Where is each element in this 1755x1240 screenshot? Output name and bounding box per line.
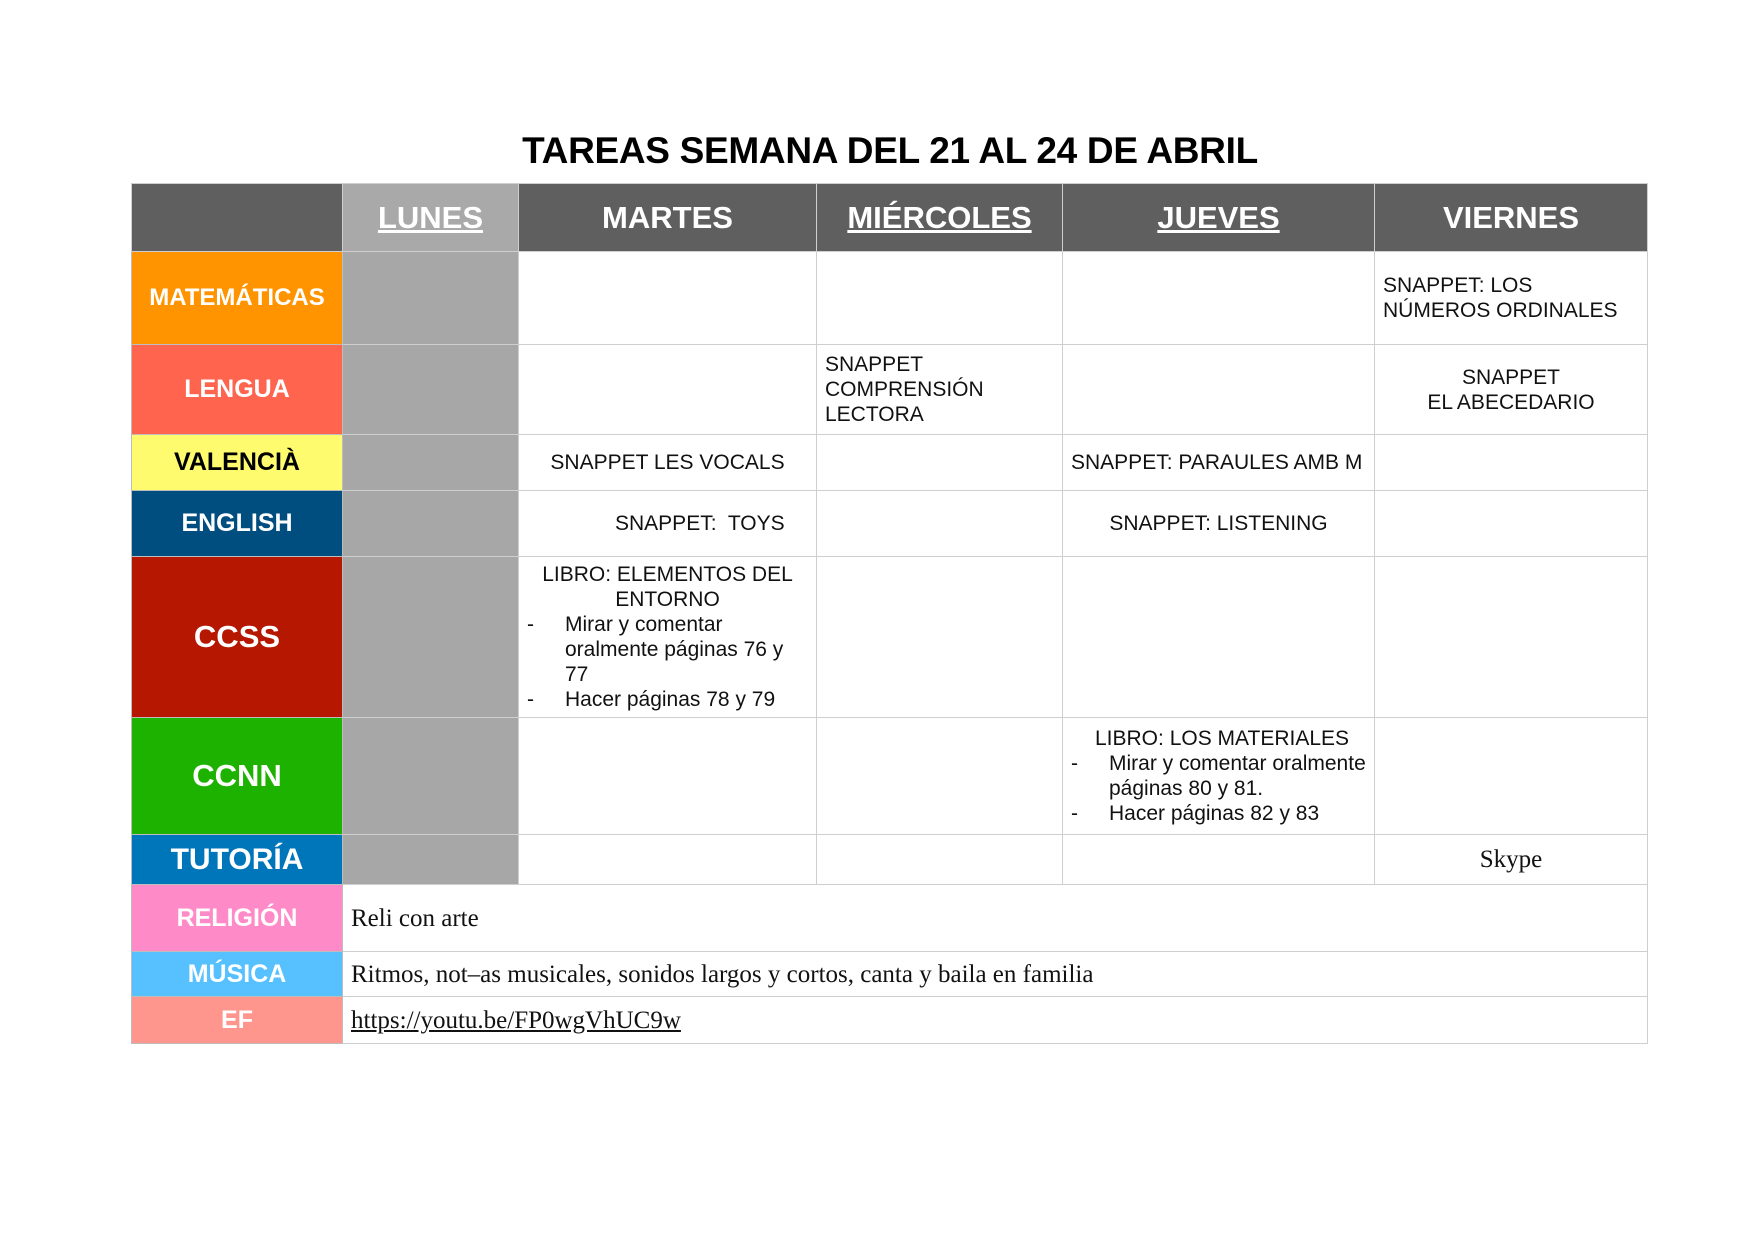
cell-miercoles (817, 835, 1063, 885)
subject-ef: EF (132, 997, 343, 1044)
schedule-table (131, 183, 1648, 1044)
row-ccss (132, 557, 1648, 718)
cell-jueves-ccnn (1063, 718, 1375, 835)
task-line: SNAPPET: PARAULES AMB M (1071, 451, 1363, 474)
cell-martes (519, 252, 817, 345)
cell-lunes (343, 252, 519, 345)
row-valencia (132, 435, 1648, 491)
day-header-miercoles: MIÉRCOLES (817, 184, 1063, 252)
cell-martes-valencia: SNAPPET LES VOCALS (519, 435, 817, 491)
cell-martes-english (519, 491, 817, 557)
cell-miercoles (817, 718, 1063, 835)
cell-miercoles (817, 491, 1063, 557)
cell-lunes (343, 718, 519, 835)
subject-lengua: LENGUA (132, 345, 343, 435)
subject-ccnn: CCNN (132, 718, 343, 835)
subject-valencia: VALENCIÀ (132, 435, 343, 491)
cell-miercoles (817, 557, 1063, 718)
cell-viernes-lengua (1375, 345, 1648, 435)
cell-lunes (343, 835, 519, 885)
subject-matematicas: MATEMÁTICAS (132, 252, 343, 345)
subject-ccss: CCSS (132, 557, 343, 718)
subject-musica: MÚSICA (132, 952, 343, 997)
row-ef (132, 997, 1648, 1044)
cell-jueves (1063, 557, 1375, 718)
cell-jueves (1063, 252, 1375, 345)
task-line: LECTORA (825, 403, 924, 426)
cell-lunes (343, 557, 519, 718)
task-line: SNAPPET: TOYS (615, 512, 785, 535)
cell-viernes (1375, 435, 1648, 491)
task-line: COMPRENSIÓN (825, 378, 984, 401)
task-line: EL ABECEDARIO (1427, 390, 1595, 414)
task-line: NÚMEROS ORDINALES (1383, 299, 1618, 322)
cell-martes (519, 345, 817, 435)
cell-martes (519, 835, 817, 885)
cell-miercoles (817, 252, 1063, 345)
cell-jueves-english: SNAPPET: LISTENING (1063, 491, 1375, 557)
list-item: - Mirar y comentar oralmente páginas 76 y 77 (527, 612, 808, 687)
row-english (132, 491, 1648, 557)
cell-martes (519, 718, 817, 835)
cell-jueves (1063, 345, 1375, 435)
cell-jueves (1063, 835, 1375, 885)
task-line: Ritmos, not–as musicales, sonidos largos y cortos, canta y baila en familia (351, 960, 1094, 988)
day-header-martes: MARTES (519, 184, 817, 252)
list-item: - Hacer páginas 78 y 79 (527, 687, 808, 712)
cell-miercoles-lengua (817, 345, 1063, 435)
task-line: SNAPPET (1461, 365, 1561, 389)
day-header-lunes: LUNES (343, 184, 519, 252)
cell-religion (343, 885, 1648, 952)
cell-martes-ccss (519, 557, 817, 718)
task-list (527, 612, 808, 712)
cell-viernes-matematicas (1375, 252, 1648, 345)
row-matematicas (132, 252, 1648, 345)
subject-religion: RELIGIÓN (132, 885, 343, 952)
row-tutoria (132, 835, 1648, 885)
task-heading: LIBRO: LOS MATERIALES (1095, 727, 1350, 750)
cell-jueves-valencia (1063, 435, 1375, 491)
cell-viernes (1375, 557, 1648, 718)
task-line: SNAPPET: LOS (1383, 274, 1533, 297)
subject-english: ENGLISH (132, 491, 343, 557)
row-ccnn (132, 718, 1648, 835)
page-title: TAREAS SEMANA DEL 21 AL 24 DE ABRIL (522, 130, 1258, 171)
day-header-jueves: JUEVES (1063, 184, 1375, 252)
cell-lunes (343, 491, 519, 557)
subject-tutoria: TUTORÍA (132, 835, 343, 885)
task-line: SNAPPET (825, 353, 924, 376)
row-religion (132, 885, 1648, 952)
cell-viernes (1375, 718, 1648, 835)
task-line: Reli con arte (351, 904, 479, 932)
task-heading: ENTORNO (615, 588, 720, 611)
cell-lunes (343, 345, 519, 435)
ef-video-link[interactable]: https://youtu.be/FP0wgVhUC9w (351, 1006, 681, 1034)
cell-musica (343, 952, 1648, 997)
day-header-viernes: VIERNES (1375, 184, 1648, 252)
cell-viernes-tutoria: Skype (1375, 835, 1648, 885)
cell-ef (343, 997, 1648, 1044)
task-heading: LIBRO: ELEMENTOS DEL (542, 563, 793, 586)
list-item: - Hacer páginas 82 y 83 (1071, 801, 1366, 826)
row-lengua (132, 345, 1648, 435)
cell-viernes (1375, 491, 1648, 557)
cell-lunes (343, 435, 519, 491)
cell-miercoles (817, 435, 1063, 491)
header-row (132, 184, 1648, 252)
task-list (1071, 751, 1366, 826)
corner-cell (132, 184, 343, 252)
row-musica (132, 952, 1648, 997)
list-item: - Mirar y comentar oralmente páginas 80 y 81. (1071, 751, 1366, 801)
